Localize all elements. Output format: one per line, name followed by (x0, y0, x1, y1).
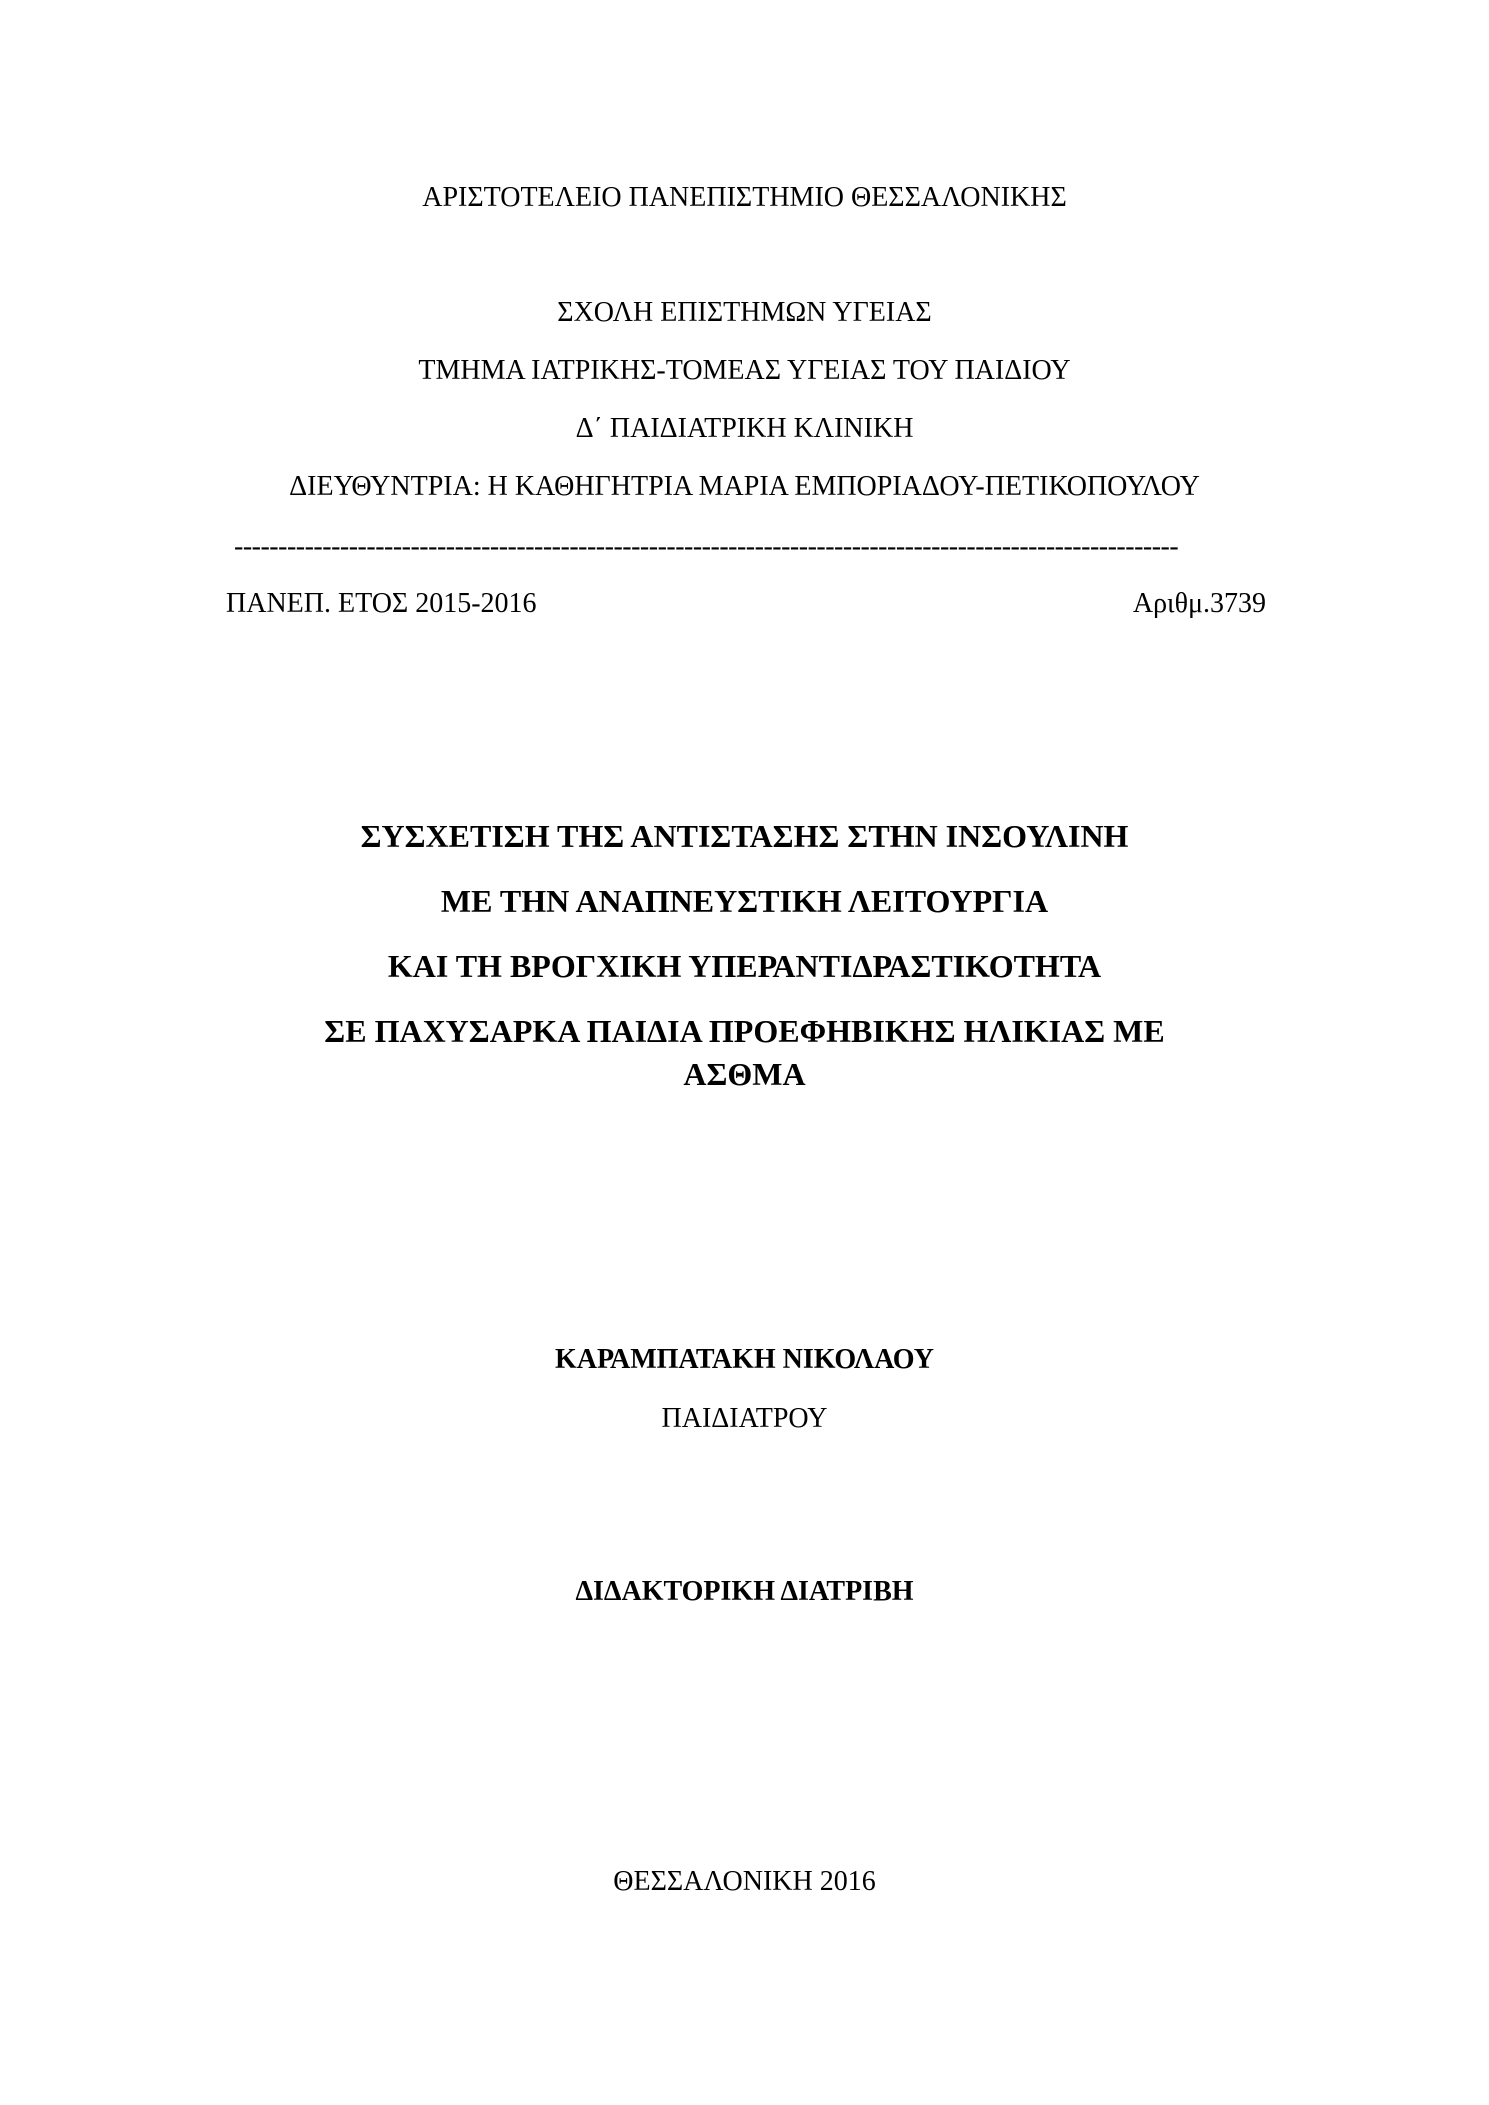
academic-year: ΠΑΝΕΠ. ΕΤΟΣ 2015-2016 (226, 588, 537, 619)
department-name: ΤΜΗΜΑ ΙΑΤΡΙΚΗΣ-ΤΟΜΕΑΣ ΥΓΕΙΑΣ ΤΟΥ ΠΑΙΔΙΟΥ (418, 355, 1071, 386)
place-year: ΘΕΣΣΑΛΟΝΙΚΗ 2016 (613, 1866, 876, 1897)
title-line-1: ΣΥΣΧΕΤΙΣΗ ΤΗΣ ΑΝΤΙΣΤΑΣΗΣ ΣΤΗΝ ΙΝΣΟΥΛΙΝΗ (360, 818, 1129, 854)
separator-line: ----------------------------------------------------------------------------------------------------------- (234, 531, 1179, 562)
document-type: ΔΙΔΑΚΤΟΡΙΚΗ ΔΙΑΤΡΙΒΗ (575, 1576, 914, 1607)
author-role: ΠΑΙΔΙΑΤΡΟΥ (661, 1403, 828, 1434)
school-name: ΣΧΟΛΗ ΕΠΙΣΤΗΜΩΝ ΥΓΕΙΑΣ (557, 297, 932, 328)
title-line-5: ΑΣΘΜΑ (683, 1056, 806, 1092)
clinic-name: Δ΄ ΠΑΙΔΙΑΤΡΙΚΗ ΚΛΙΝΙΚΗ (575, 413, 914, 444)
meta-row (226, 587, 1266, 621)
director-line: ΔΙΕΥΘΥΝΤΡΙΑ: Η ΚΑΘΗΓΗΤΡΙΑ ΜΑΡΙΑ ΕΜΠΟΡΙΑΔΟΥ-ΠΕΤΙΚΟΠΟΥΛΟΥ (289, 471, 1200, 502)
document-number: Αριθμ.3739 (1132, 588, 1266, 619)
university-name: ΑΡΙΣΤΟΤΕΛΕΙΟ ΠΑΝΕΠΙΣΤΗΜΙΟ ΘΕΣΣΑΛΟΝΙΚΗΣ (422, 182, 1067, 213)
author-name: ΚΑΡΑΜΠΑΤΑΚΗ ΝΙΚΟΛΑΟΥ (554, 1344, 934, 1375)
title-line-3: ΚΑΙ ΤΗ ΒΡΟΓΧΙΚΗ ΥΠΕΡΑΝΤΙΔΡΑΣΤΙΚΟΤΗΤΑ (387, 948, 1102, 984)
title-line-4: ΣΕ ΠΑΧΥΣΑΡΚΑ ΠΑΙΔΙΑ ΠΡΟΕΦΗΒΙΚΗΣ ΗΛΙΚΙΑΣ ΜΕ (324, 1013, 1165, 1049)
title-line-2: ΜΕ ΤΗΝ ΑΝΑΠΝΕΥΣΤΙΚΗ ΛΕΙΤΟΥΡΓΙΑ (440, 883, 1049, 919)
